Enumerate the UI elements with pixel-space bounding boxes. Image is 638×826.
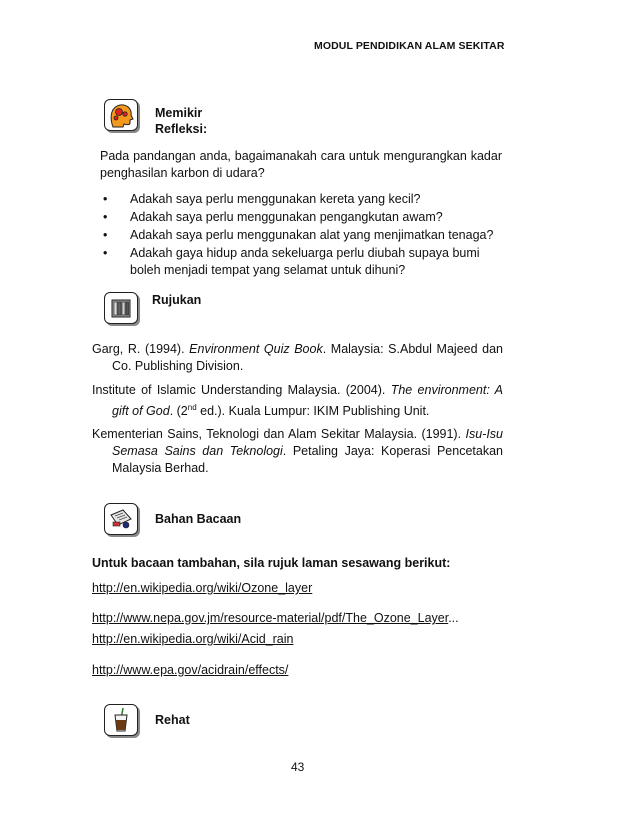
page-number: 43: [291, 760, 305, 774]
web-link[interactable]: http://en.wikipedia.org/wiki/Acid_rain: [92, 632, 294, 646]
bahan-intro: Untuk bacaan tambahan, sila rujuk laman sesawang berikut:: [92, 556, 451, 570]
refleksi-title: Memikir Refleksi:: [155, 106, 208, 136]
web-link[interactable]: http://www.epa.gov/acidrain/effects/: [92, 663, 289, 677]
refleksi-question: Pada pandangan anda, bagaimanakah cara untuk mengurangkan kadar penghasilan karbon di udara?: [100, 149, 502, 180]
books-icon: [104, 292, 138, 324]
rehat-title: Rehat: [155, 713, 190, 727]
bahan-bacaan-title: Bahan Bacaan: [155, 512, 242, 526]
list-item: • Adakah saya perlu menggunakan alat yang menjimatkan tenaga?: [100, 227, 502, 244]
web-link-row: http://www.nepa.gov.jm/resource-material/pdf/The_Ozone_Layer...: [92, 611, 459, 625]
list-item: • Adakah gaya hidup anda sekeluarga perlu diubah supaya bumi boleh menjadi tempat yang selamat untuk dihuni?: [100, 245, 502, 279]
thinking-head-icon: [104, 99, 138, 131]
list-item: • Adakah saya perlu menggunakan kereta yang kecil?: [100, 191, 502, 208]
web-link[interactable]: http://www.nepa.gov.jm/resource-material/pdf/The_Ozone_Layer: [92, 611, 449, 625]
refleksi-bullet-list: [100, 191, 502, 280]
reference-item: Garg, R. (1994). Environment Quiz Book. Malaysia: S.Abdul Majeed dan Co. Publishing Division.: [92, 342, 503, 373]
reference-item: Institute of Islamic Understanding Malaysia. (2004). The environment: A gift of God. (2nd ed.). Kuala Lumpur: IKIM Publishing Unit.: [92, 383, 503, 419]
reading-material-icon: [104, 503, 138, 535]
drink-glass-icon: [104, 704, 138, 736]
list-item: • Adakah saya perlu menggunakan pengangkutan awam?: [100, 209, 502, 226]
web-link[interactable]: http://en.wikipedia.org/wiki/Ozone_layer: [92, 581, 313, 595]
running-header: MODUL PENDIDIKAN ALAM SEKITAR: [314, 40, 505, 52]
reference-item: Kementerian Sains, Teknologi dan Alam Sekitar Malaysia. (1991). Isu-Isu Semasa Sains dan Teknologi. Petaling Jaya: Koperasi Pencetakan Malaysia Berhad.: [92, 427, 503, 475]
rujukan-title: Rujukan: [152, 293, 202, 307]
